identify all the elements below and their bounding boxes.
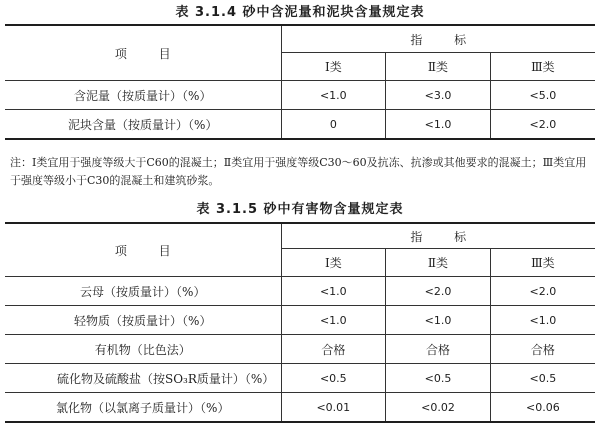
table-row — [5, 306, 595, 335]
row-value-class-ii: <2.0 — [386, 277, 491, 306]
table-row — [5, 277, 595, 306]
row-value-class-iii: <2.0 — [490, 277, 595, 306]
header-index: 指 标 — [281, 25, 595, 53]
row-value-class-ii: <0.5 — [386, 364, 491, 393]
table-row — [5, 110, 595, 140]
row-value-class-iii: <2.0 — [490, 110, 595, 140]
row-value-class-ii: <1.0 — [386, 110, 491, 140]
header-index: 指 标 — [281, 223, 595, 249]
row-value-class-i: 合格 — [281, 335, 386, 364]
class-i-header: Ⅰ类 — [281, 249, 386, 277]
table-3-1-5-caption: 表 3.1.5 砂中有害物含量规定表 — [196, 202, 404, 217]
row-item: 硫化物及硫酸盐（按SO₃R质量计）（%） — [5, 364, 281, 393]
row-value-class-ii: <0.02 — [386, 393, 491, 423]
class-ii-header: Ⅱ类 — [386, 53, 491, 81]
row-value-class-iii: 合格 — [490, 335, 595, 364]
row-value-class-i: <1.0 — [281, 81, 386, 110]
row-item: 有机物（比色法） — [5, 335, 281, 364]
table-row — [5, 335, 595, 364]
row-item: 云母（按质量计）（%） — [5, 277, 281, 306]
row-item: 含泥量（按质量计）（%） — [5, 81, 281, 110]
row-value-class-iii: <5.0 — [490, 81, 595, 110]
table-row — [5, 393, 595, 423]
row-item: 轻物质（按质量计）（%） — [5, 306, 281, 335]
row-value-class-iii: <0.5 — [490, 364, 595, 393]
row-value-class-i: <0.01 — [281, 393, 386, 423]
header-item: 项 目 — [5, 25, 281, 81]
row-value-class-ii: 合格 — [386, 335, 491, 364]
class-ii-header: Ⅱ类 — [386, 249, 491, 277]
row-value-class-ii: <3.0 — [386, 81, 491, 110]
table-note: 注：Ⅰ类宜用于强度等级大于C60的混凝土；Ⅱ类宜用于强度等级C30～60及抗冻、抗渗或其他要求的混凝土；Ⅲ类宜用于强度等级小于C30的混凝土和建筑砂浆。 — [10, 156, 587, 187]
row-item: 泥块含量（按质量计）（%） — [5, 110, 281, 140]
harmful-substances-table — [5, 222, 595, 423]
table-row — [5, 81, 595, 110]
row-item: 氯化物（以氯离子质量计）（%） — [5, 393, 281, 423]
row-value-class-ii: <1.0 — [386, 306, 491, 335]
class-iii-header: Ⅲ类 — [490, 53, 595, 81]
row-value-class-i: <1.0 — [281, 277, 386, 306]
class-i-header: Ⅰ类 — [281, 53, 386, 81]
row-value-class-i: <1.0 — [281, 306, 386, 335]
table-row — [5, 364, 595, 393]
header-item: 项 目 — [5, 223, 281, 277]
table-3-1-4-caption: 表 3.1.4 砂中含泥量和泥块含量规定表 — [175, 5, 425, 20]
row-value-class-i: 0 — [281, 110, 386, 140]
row-value-class-i: <0.5 — [281, 364, 386, 393]
row-value-class-iii: <1.0 — [490, 306, 595, 335]
class-iii-header: Ⅲ类 — [490, 249, 595, 277]
clay-content-table — [5, 24, 595, 140]
row-value-class-iii: <0.06 — [490, 393, 595, 423]
